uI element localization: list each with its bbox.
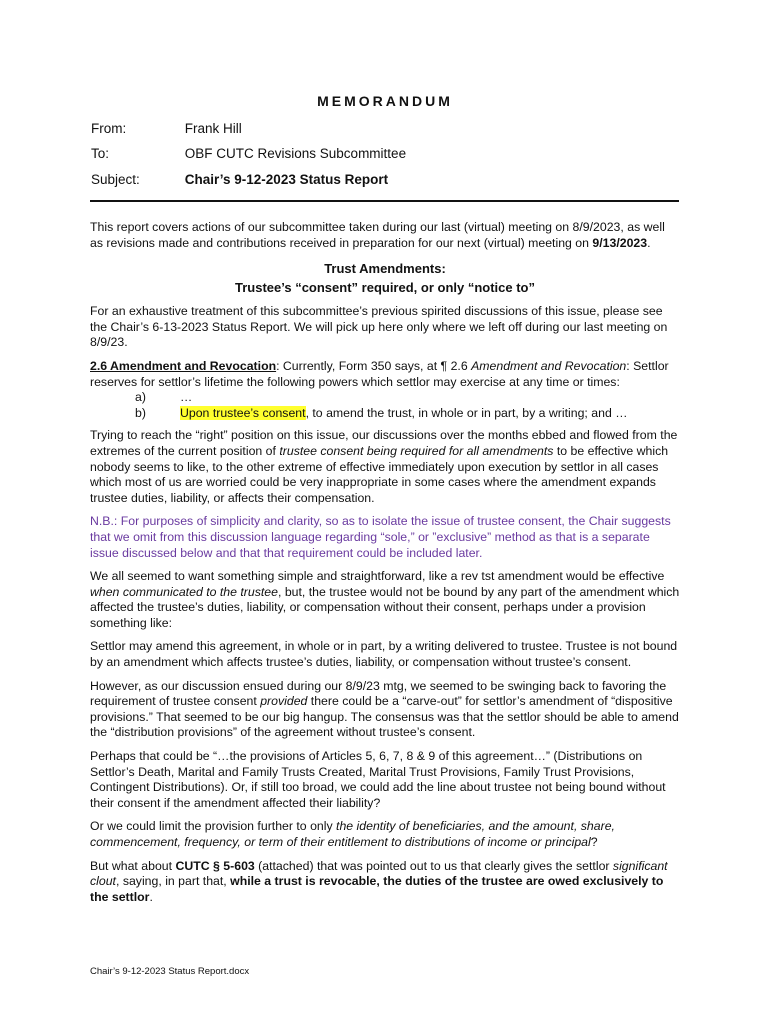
sample-provision-quote: Settlor may amend this agreement, in whole or in part, by a writing delivered to trustee. Trustee is not bound by an amendment which affects trustee’s duties, liability, or compensation without trustee’s consent. [90,639,678,670]
exhaustive-paragraph: For an exhaustive treatment of this subcommittee’s previous spirited discussions of this issue, please see the Chair’s 6-13-2023 Status Report. We will pick up here only where we left off during our last meeting on 8/9/23. [90,304,668,350]
simple-paragraph: We all seemed to want something simple and straightforward, like a rev tst amendment would be effective when communicated to the trustee, but, the trustee would not be bound by any part of the amendment which affected the trustee’s duties, liability, or compensation without their consent, perhaps under a provision something like: [90,569,680,630]
limit-paragraph: Or we could limit the provision further to only the identity of beneficiaries, and the amount, share, commencement, frequency, or term of their entitlement to distributions of income or principal? [90,819,615,849]
to-row [91,146,406,161]
subject-value: Chair’s 9-12-2023 Status Report [184,172,389,187]
from-row [91,121,242,136]
however-paragraph: However, as our discussion ensued during our 8/9/23 mtg, we seemed to be swinging back to favoring the requirement of trustee consent provided there could be a “carve-out” for settlor’s amendment of “dispositive provisions.” That seemed to be our big hangup. The consensus was that the settlor should be able to amend the “distribution provisions” of the agreement without trustee’s consent. [90,678,679,740]
to-label: To: [91,146,110,161]
section-heading-line2: Trustee’s “consent” required, or only “notice to” [234,280,535,296]
amendment-paragraph: 2.6 Amendment and Revocation: Currently, Form 350 says, at ¶ 2.6 Amendment and Revocation: Settlor reserves for settlor’s lifetime the following powers which settlor may exercise at any time or times: a) … b) Upon trustee’s consent, to amend the trust, in whole or in part, by a writing; and … [90,359,680,421]
trying-paragraph: Trying to reach the “right” position on this issue, our discussions over the months ebbed and flowed from the extremes of the current position of trustee consent being required for all amendments to be effective which nobody seems to like, to the other extreme of effective immediately upon execution by settlor in all cases which most of us are worried could be very inappropriate in some cases where the amendment expands trustee duties, liability, or affects their compensation. [90,428,678,505]
list-item: b) Upon trustee’s consent, to amend the trust, in whole or in part, by a writing; and … [135,405,628,420]
intro-paragraph: This report covers actions of our subcommittee taken during our last (virtual) meeting on 8/9/2023, as well as revisions made and contributions received in preparation for our next (virtual) meeting on 9/13/2023. [90,220,665,250]
from-value: Frank Hill [184,121,242,136]
memo-body [90,220,680,913]
section-heading [90,259,680,297]
cutc-paragraph: But what about CUTC § 5-603 (attached) that was pointed out to us that clearly gives the settlor significant clout, saying, in part that, while a trust is revocable, the duties of the trustee are owed exclusively to the settlor. [90,858,668,904]
subject-label: Subject: [91,172,140,187]
from-label: From: [91,121,127,136]
header-divider [90,200,679,202]
next-meeting-date: 9/13/2023 [592,235,648,250]
section-heading-line1: Trust Amendments: [324,261,446,277]
amendment-heading: 2.6 Amendment and Revocation [90,358,277,373]
perhaps-paragraph: Perhaps that could be “…the provisions of Articles 5, 6, 7, 8 & 9 of this agreement…” (Distributions on Settlor’s Death, Marital and Family Trusts Created, Marital Trust Provisions, Family Trust Provisions, Contingent Distributions). Or, if still too broad, we could add the line about trustee not being bound without their consent if the amendment affected their liability? [90,749,666,810]
nb-note: N.B.: For purposes of simplicity and clarity, so as to isolate the issue of trustee consent, the Chair suggests that we omit from this discussion language regarding “sole,” or ”exclusive” method as that is a separate issue discussed below and that that requirement could be included later. [90,514,671,560]
document-footer: Chair’s 9-12-2023 Status Report.docx [90,966,250,977]
highlighted-text: Upon trustee’s consent [180,405,306,420]
to-value: OBF CUTC Revisions Subcommittee [184,146,407,161]
subject-row [91,172,388,187]
list-item: a) … [135,390,193,405]
memo-title: MEMORANDUM [317,93,453,109]
